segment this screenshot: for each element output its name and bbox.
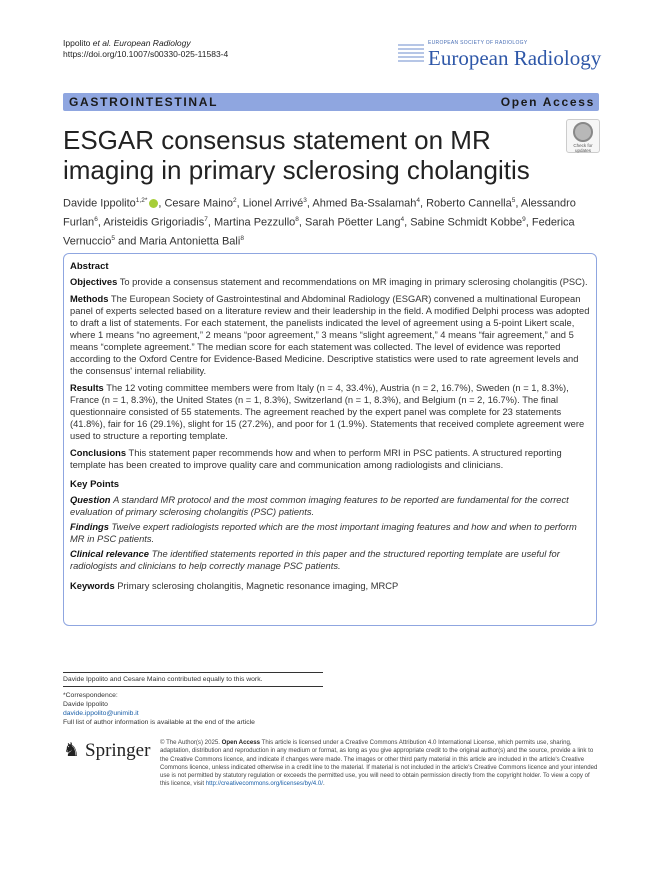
affiliation-marker: 6	[94, 216, 98, 224]
affiliation-marker: 9	[522, 216, 526, 224]
abstract-heading: Abstract	[70, 261, 109, 272]
correspondence-block: *Correspondence: Davide Ippolito davide.ippolito@unimib.it Full list of author information is available at the end of the article	[63, 692, 255, 726]
author-name[interactable]: Maria Antonietta Bali	[139, 235, 241, 248]
check-for-updates-button[interactable]	[566, 119, 600, 153]
abstract-box	[63, 253, 597, 626]
license-link[interactable]: http://creativecommons.org/licenses/by/4.0/	[205, 780, 323, 788]
author-name[interactable]: Ahmed Ba-Ssalamah	[312, 197, 417, 210]
abstract-methods: Methods The European Society of Gastrointestinal and Abdominal Radiology (ESGAR) convened a multinational European panel of experts selected based on a literature review and their leadership in the field. A modified Delphi process was adopted to draft a list of statements. For each statement, the panelists indicated the level of agreement using a 5-point Likert scale, where 1 means “no agreement,” 2 means “poor agreement,” 3 means “slight agreement,” 4 means “fair agreement,” and 5 means “complete agreement.” The median score for each statement was collected. The level of evidence was reported according to the Oxford Centre for Evidence-Based Medicine. Descriptive statistics were used to rate agreement levels and the consensus' internal reliability.	[70, 294, 590, 376]
footnote-divider-2	[63, 686, 323, 687]
abstract-objectives: Objectives To provide a consensus statement and recommendations on MR imaging in primary sclerosing cholangitis (PSC).	[70, 277, 588, 287]
key-points-heading: Key Points	[70, 479, 120, 490]
author-name[interactable]: Sarah Pöetter Lang	[305, 216, 401, 229]
author-name[interactable]: Davide Ippolito	[63, 197, 136, 210]
orcid-icon[interactable]	[149, 199, 158, 208]
author-name[interactable]: Martina Pezzullo	[213, 216, 296, 229]
affiliation-marker: 4	[400, 216, 405, 224]
doi-link[interactable]: https://doi.org/10.1007/s00330-025-11583-4	[63, 49, 229, 59]
citation-journal: et al. European Radiology	[92, 38, 191, 48]
equal-contribution-note: Davide Ippolito and Cesare Maino contributed equally to this work.	[63, 676, 263, 683]
check-updates-label: Check for updates	[573, 143, 593, 153]
email-link[interactable]: davide.ippolito@unimib.it	[63, 710, 139, 717]
affiliation-marker: 4	[416, 197, 420, 204]
springer-logo	[63, 739, 153, 763]
keywords: Keywords Primary sclerosing cholangitis, Magnetic resonance imaging, MRCP	[70, 581, 399, 591]
author-name[interactable]: Aristeidis Grigoriadis	[103, 216, 205, 229]
license-text: © The Author(s) 2025. Open Access This article is licensed under a Creative Commons Attribution 4.0 International License, which permits use, sharing, adaptation, distribution and reproduction in any medium or format, as long as you give appropriate credit to the original author(s) and the source, provide a link to the Creative Commons licence, and indicate if changes were made. The images or other third party material in this article are included in the article's Creative Commons licence, unless indicated otherwise in a credit line to the material. If material is not included in the article's Creative Commons licence and your intended use is not permitted by statutory regulation or exceeds the permitted use, you will need to obtain permission directly from the copyright holder. To view a copy of this licence, visit http://creativecommons.org/licenses/by/4.0/.	[160, 739, 598, 788]
author-name[interactable]: Sabine Schmidt Kobbe	[410, 216, 523, 229]
author-name[interactable]: Lionel Arrivé	[242, 197, 304, 210]
citation-header	[63, 38, 228, 60]
section-bar	[63, 93, 599, 111]
affiliation-marker: 1,2*	[135, 197, 148, 204]
affiliation-marker: 8	[240, 235, 244, 243]
journal-logo-icon	[398, 44, 424, 64]
author-name[interactable]: Alessandro Furlan	[63, 197, 576, 229]
journal-name: European Radiology	[428, 46, 602, 70]
affiliation-marker: 5	[511, 197, 516, 204]
springer-horse-icon: ♞	[63, 740, 81, 761]
abstract-results: Results The 12 voting committee members were from Italy (n = 4, 33.4%), Austria (n = 2, 16.7%), Sweden (n = 1, 8.3%), France (n = 1, 8.3%), the United States (n = 1, 8.3%), Switzerland (n = 1, 8.3%), and Belgium (n = 2, 16.7%). The final questionnaire consisted of 55 statements. The agreement reached by the expert panel was complete for 23 statements (41.8%), fair for 16 (29.1%), slight for 15 (27.2%), and poor for 1 (1.9%). Statements that received complete agreement were used to structure a reporting template.	[70, 383, 585, 441]
journal-logo	[398, 40, 603, 70]
author-name[interactable]: Roberto Cannella	[426, 197, 512, 210]
affiliation-marker: 5	[111, 235, 115, 243]
author-name[interactable]: Federica Vernuccio	[63, 216, 575, 248]
affiliation-marker: 7	[204, 216, 208, 224]
key-point-findings: Findings Twelve expert radiologists reported which are the most important imaging features and how and when to perform MR in PSC patients.	[70, 522, 577, 544]
abstract-conclusions: Conclusions This statement paper recommends how and when to perform MRI in PSC patients. A structured reporting template has been created to improve quality care and communication among radiologists and clinicians.	[70, 448, 562, 470]
society-name: EUROPEAN SOCIETY OF RADIOLOGY	[428, 40, 528, 46]
footnote-divider	[63, 672, 323, 673]
publisher-name: Springer	[85, 740, 151, 761]
author-name[interactable]: Cesare Maino	[164, 197, 233, 210]
update-icon	[573, 122, 593, 142]
author-list: Davide Ippolito$^{1,2*}$ , Cesare Maino$^2$, Lionel Arrivé$^3$, Ahmed Ba-Ssalamah$^4$, Roberto Cannella$^5$, Alessandro Furlan$^6$, Aristeidis Grigoriadis$^7$, Martina Pezzullo$^8$, Sarah Pöetter Lang$^4$, Sabine Schmidt Kobbe$^9$, Federica Vernuccio$^5$ and Maria Antonietta Bali$^8$	[63, 197, 576, 248]
section-label: GASTROINTESTINAL	[69, 95, 219, 109]
key-point-question: Question A standard MR protocol and the most common imaging features to be reported are fundamental for the correct evaluation of primary sclerosing cholangitis (PSC) patients.	[70, 495, 569, 517]
key-point-relevance: Clinical relevance The identified statements reported in this paper and the structured reporting template are useful for radiologists and clinicians to help correctly manage PSC patients.	[70, 549, 560, 571]
affiliation-marker: 3	[303, 197, 307, 204]
affiliation-marker: 2	[232, 197, 237, 204]
affiliation-marker: 8	[295, 216, 299, 224]
citation-author: Ippolito	[63, 38, 91, 48]
article-title: ESGAR consensus statement on MR imaging in primary sclerosing cholangitis	[63, 125, 530, 185]
open-access-label: Open Access	[500, 95, 595, 109]
